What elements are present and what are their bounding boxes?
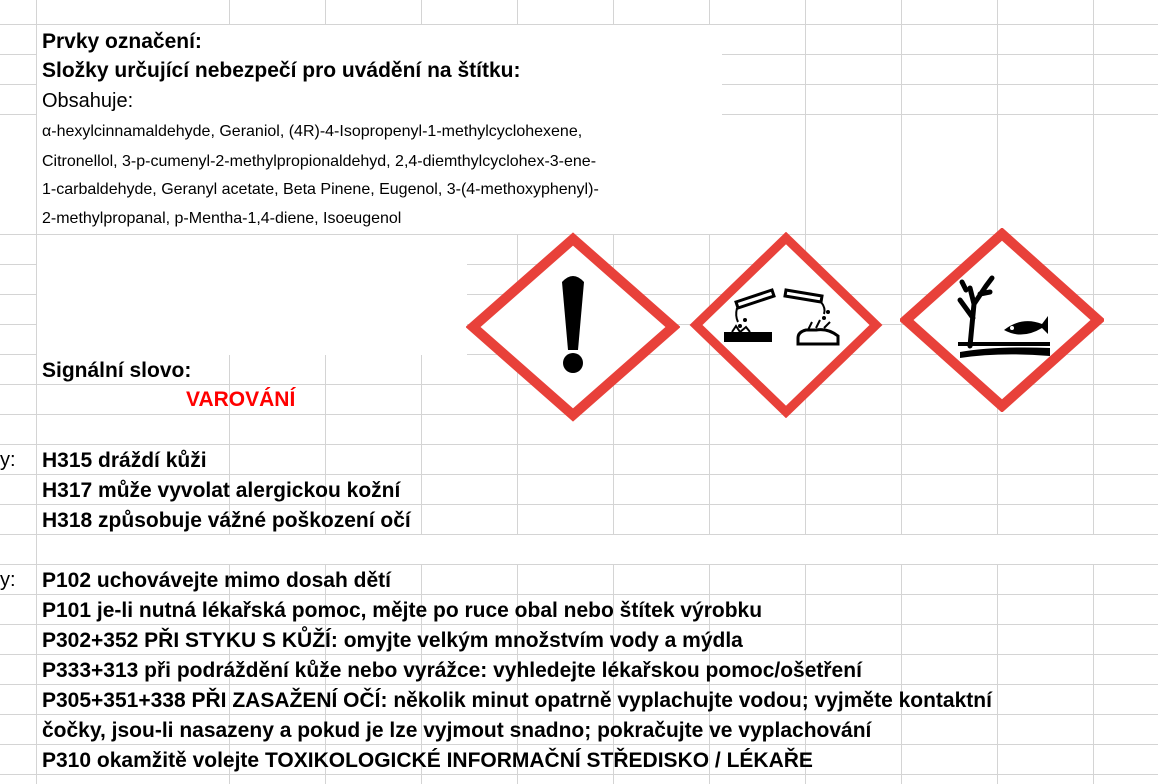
grid-row-line [0, 504, 1158, 505]
truncated-label-fragment: y: [0, 569, 16, 591]
hazard-statement: H315 dráždí kůži [42, 449, 207, 472]
hazard-statement: H317 může vyvolat alergickou kožní [42, 479, 401, 502]
grid-row-line [0, 684, 1158, 685]
precautionary-statement: P333+313 při podráždění kůže nebo vyrážce: vyhledejte lékařskou pomoc/ošetření [42, 659, 862, 682]
heading-label-elements: Prvky označení: [42, 30, 202, 53]
ingredient-line: Citronellol, 3-p-cumenyl-2-methylpropionaldehyd, 2,4-diemthylcyclohex-3-ene- [42, 153, 597, 170]
grid-row-line [0, 744, 1158, 745]
signal-word: VAROVÁNÍ [186, 388, 296, 411]
truncated-label-fragment: y: [0, 449, 16, 471]
grid-row-line [0, 564, 1158, 565]
grid-row-line [0, 624, 1158, 625]
ingredient-line: 1-carbaldehyde, Geranyl acetate, Beta Pinene, Eugenol, 3-(4-methoxyphenyl)- [42, 181, 599, 198]
precautionary-statement: P310 okamžitě volejte TOXIKOLOGICKÉ INFORMAČNÍ STŘEDISKO / LÉKAŘE [42, 749, 813, 772]
empty-row [37, 535, 1157, 564]
grid-row-line [0, 714, 1158, 715]
grid-row-line [0, 474, 1158, 475]
precautionary-statement: P101 je-li nutná lékařská pomoc, mějte po ruce obal nebo štítek výrobku [42, 599, 763, 622]
precautionary-statement: P305+351+338 PŘI ZASAŽENÍ OČÍ: několik minut opatrně vyplachujte vodou; vyjměte kontaktní [42, 689, 992, 712]
grid-row-line [0, 774, 1158, 775]
heading-hazard-components: Složky určující nebezpečí pro uvádění na štítku: [42, 59, 521, 82]
grid-row-line [0, 594, 1158, 595]
contains-label: Obsahuje: [42, 90, 134, 112]
grid-row-line [0, 444, 1158, 445]
merged-cell-area [37, 235, 467, 355]
hazard-statement: H318 způsobuje vážné poškození očí [42, 509, 411, 532]
signal-word-heading: Signální slovo: [42, 359, 192, 382]
precautionary-statement: P102 uchovávejte mimo dosah dětí [42, 569, 391, 592]
precautionary-statement: čočky, jsou-li nasazeny a pokud je lze vyjmout snadno; pokračujte ve vyplachování [42, 719, 872, 742]
grid-row-line [0, 654, 1158, 655]
ghs07-exclamation-mark-icon [466, 232, 680, 422]
ghs05-corrosion-icon [688, 232, 884, 418]
ingredient-line: α-hexylcinnamaldehyde, Geraniol, (4R)-4-Isopropenyl-1-methylcyclohexene, [42, 123, 583, 140]
ghs09-environment-icon [900, 228, 1104, 412]
ingredient-line: 2-methylpropanal, p-Mentha-1,4-diene, Isoeugenol [42, 210, 402, 227]
precautionary-statement: P302+352 PŘI STYKU S KŮŽÍ: omyjte velkým množstvím vody a mýdla [42, 629, 743, 652]
